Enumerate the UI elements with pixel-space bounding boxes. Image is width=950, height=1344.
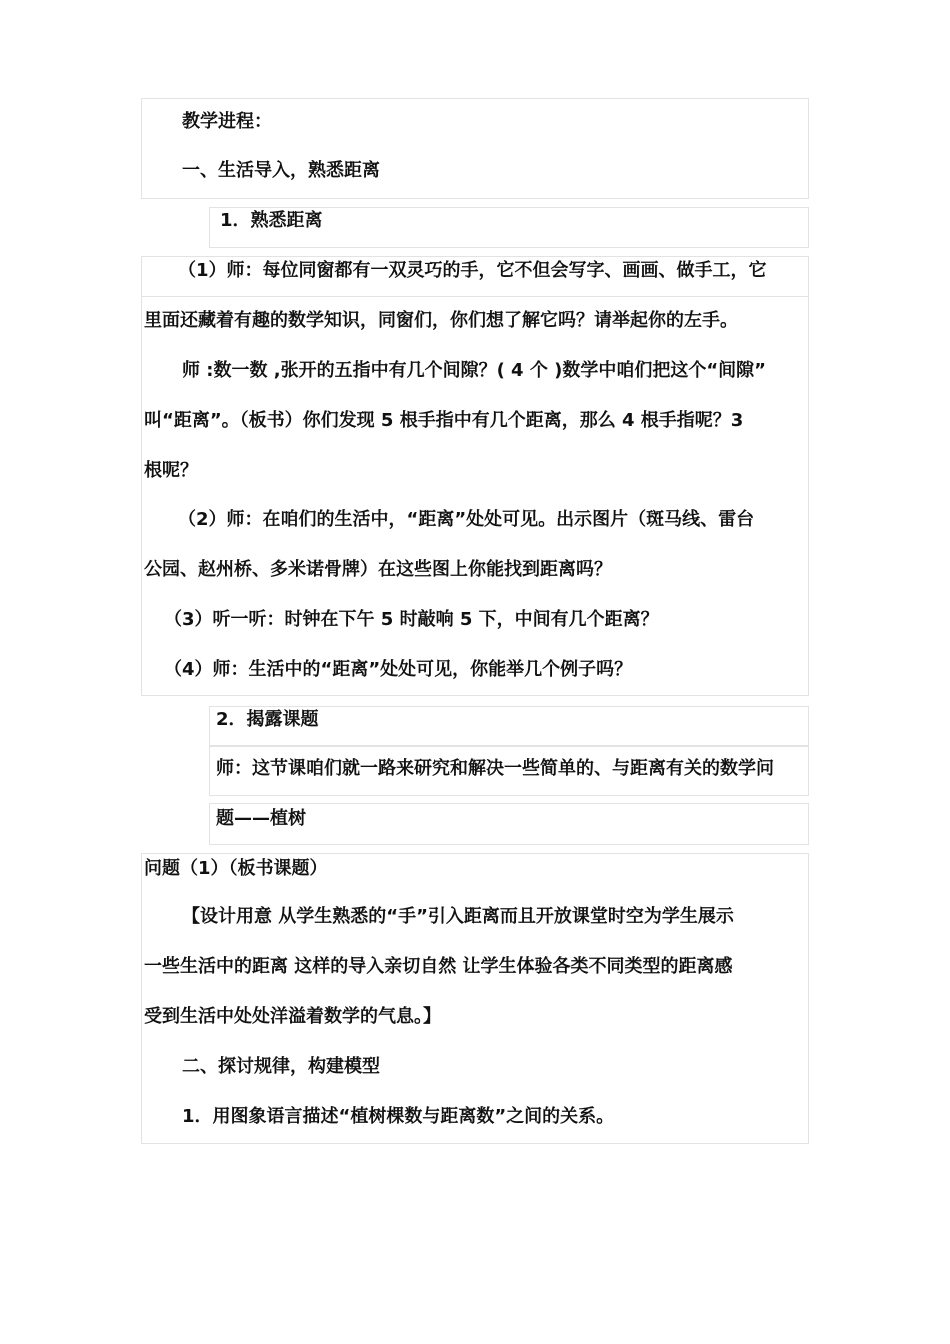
paragraph-1-line-2: 里面还藏着有趣的数学知识，同窗们，你们想了解它吗？请举起你的左手。 [144,310,738,331]
paragraph-2-line-1: 师 :数一数 ,张开的五指中有几个间隙？( 4 个 )数学中咱们把这个“间隙” [182,360,767,381]
subsection-1-title: 1．熟悉距离 [220,210,323,231]
paragraph-3-line-2: 公园、赵州桥、多米诺骨牌）在这些图上你能找到距离吗？ [144,559,612,580]
paragraph-6-line-2: 题——植树 [216,808,306,829]
subsection-2-title: 2．揭露课题 [216,709,319,730]
paragraph-3-line-1: （2）师：在咱们的生活中，“距离”处处可见。出示图片（斑马线、雷台 [178,509,755,530]
section-2-title: 二、探讨规律，构建模型 [182,1056,380,1077]
paragraph-6-line-1: 师：这节课咱们就一路来研究和解决一些简单的、与距离有关的数学问 [216,758,774,779]
design-note-line-2: 一些生活中的距离 这样的导入亲切自然 让学生体验各类不同类型的距离感 [144,956,733,977]
paragraph-2-line-2: 叫“距离”。（板书）你们发现 5 根手指中有几个距离，那么 4 根手指呢？3 [144,410,744,431]
design-note-line-3: 受到生活中处处洋溢着数学的气息。】 [144,1006,441,1027]
paragraph-4: （3）听一听：时钟在下午 5 时敲响 5 下，中间有几个距离？ [164,609,659,630]
paragraph-6-line-3: 问题（1）（板书课题） [144,858,328,879]
design-note-line-1: 【设计用意 从学生熟悉的“手”引入距离而且开放课堂时空为学生展示 [182,906,734,927]
section-1-title: 一、生活导入，熟悉距离 [182,160,380,181]
paragraph-2-line-3: 根呢？ [144,460,198,481]
paragraph-1-line-1: （1）师：每位同窗都有一双灵巧的手，它不但会写字、画画、做手工，它 [178,260,767,281]
paragraph-5: （4）师：生活中的“距离”处处可见，你能举几个例子吗？ [164,659,633,680]
cell-border-4 [141,297,809,696]
lesson-heading: 教学进程： [182,111,272,132]
subsection-3-title: 1．用图象语言描述“植树棵数与距离数”之间的关系。 [182,1106,615,1127]
cell-border-8 [141,853,809,1144]
